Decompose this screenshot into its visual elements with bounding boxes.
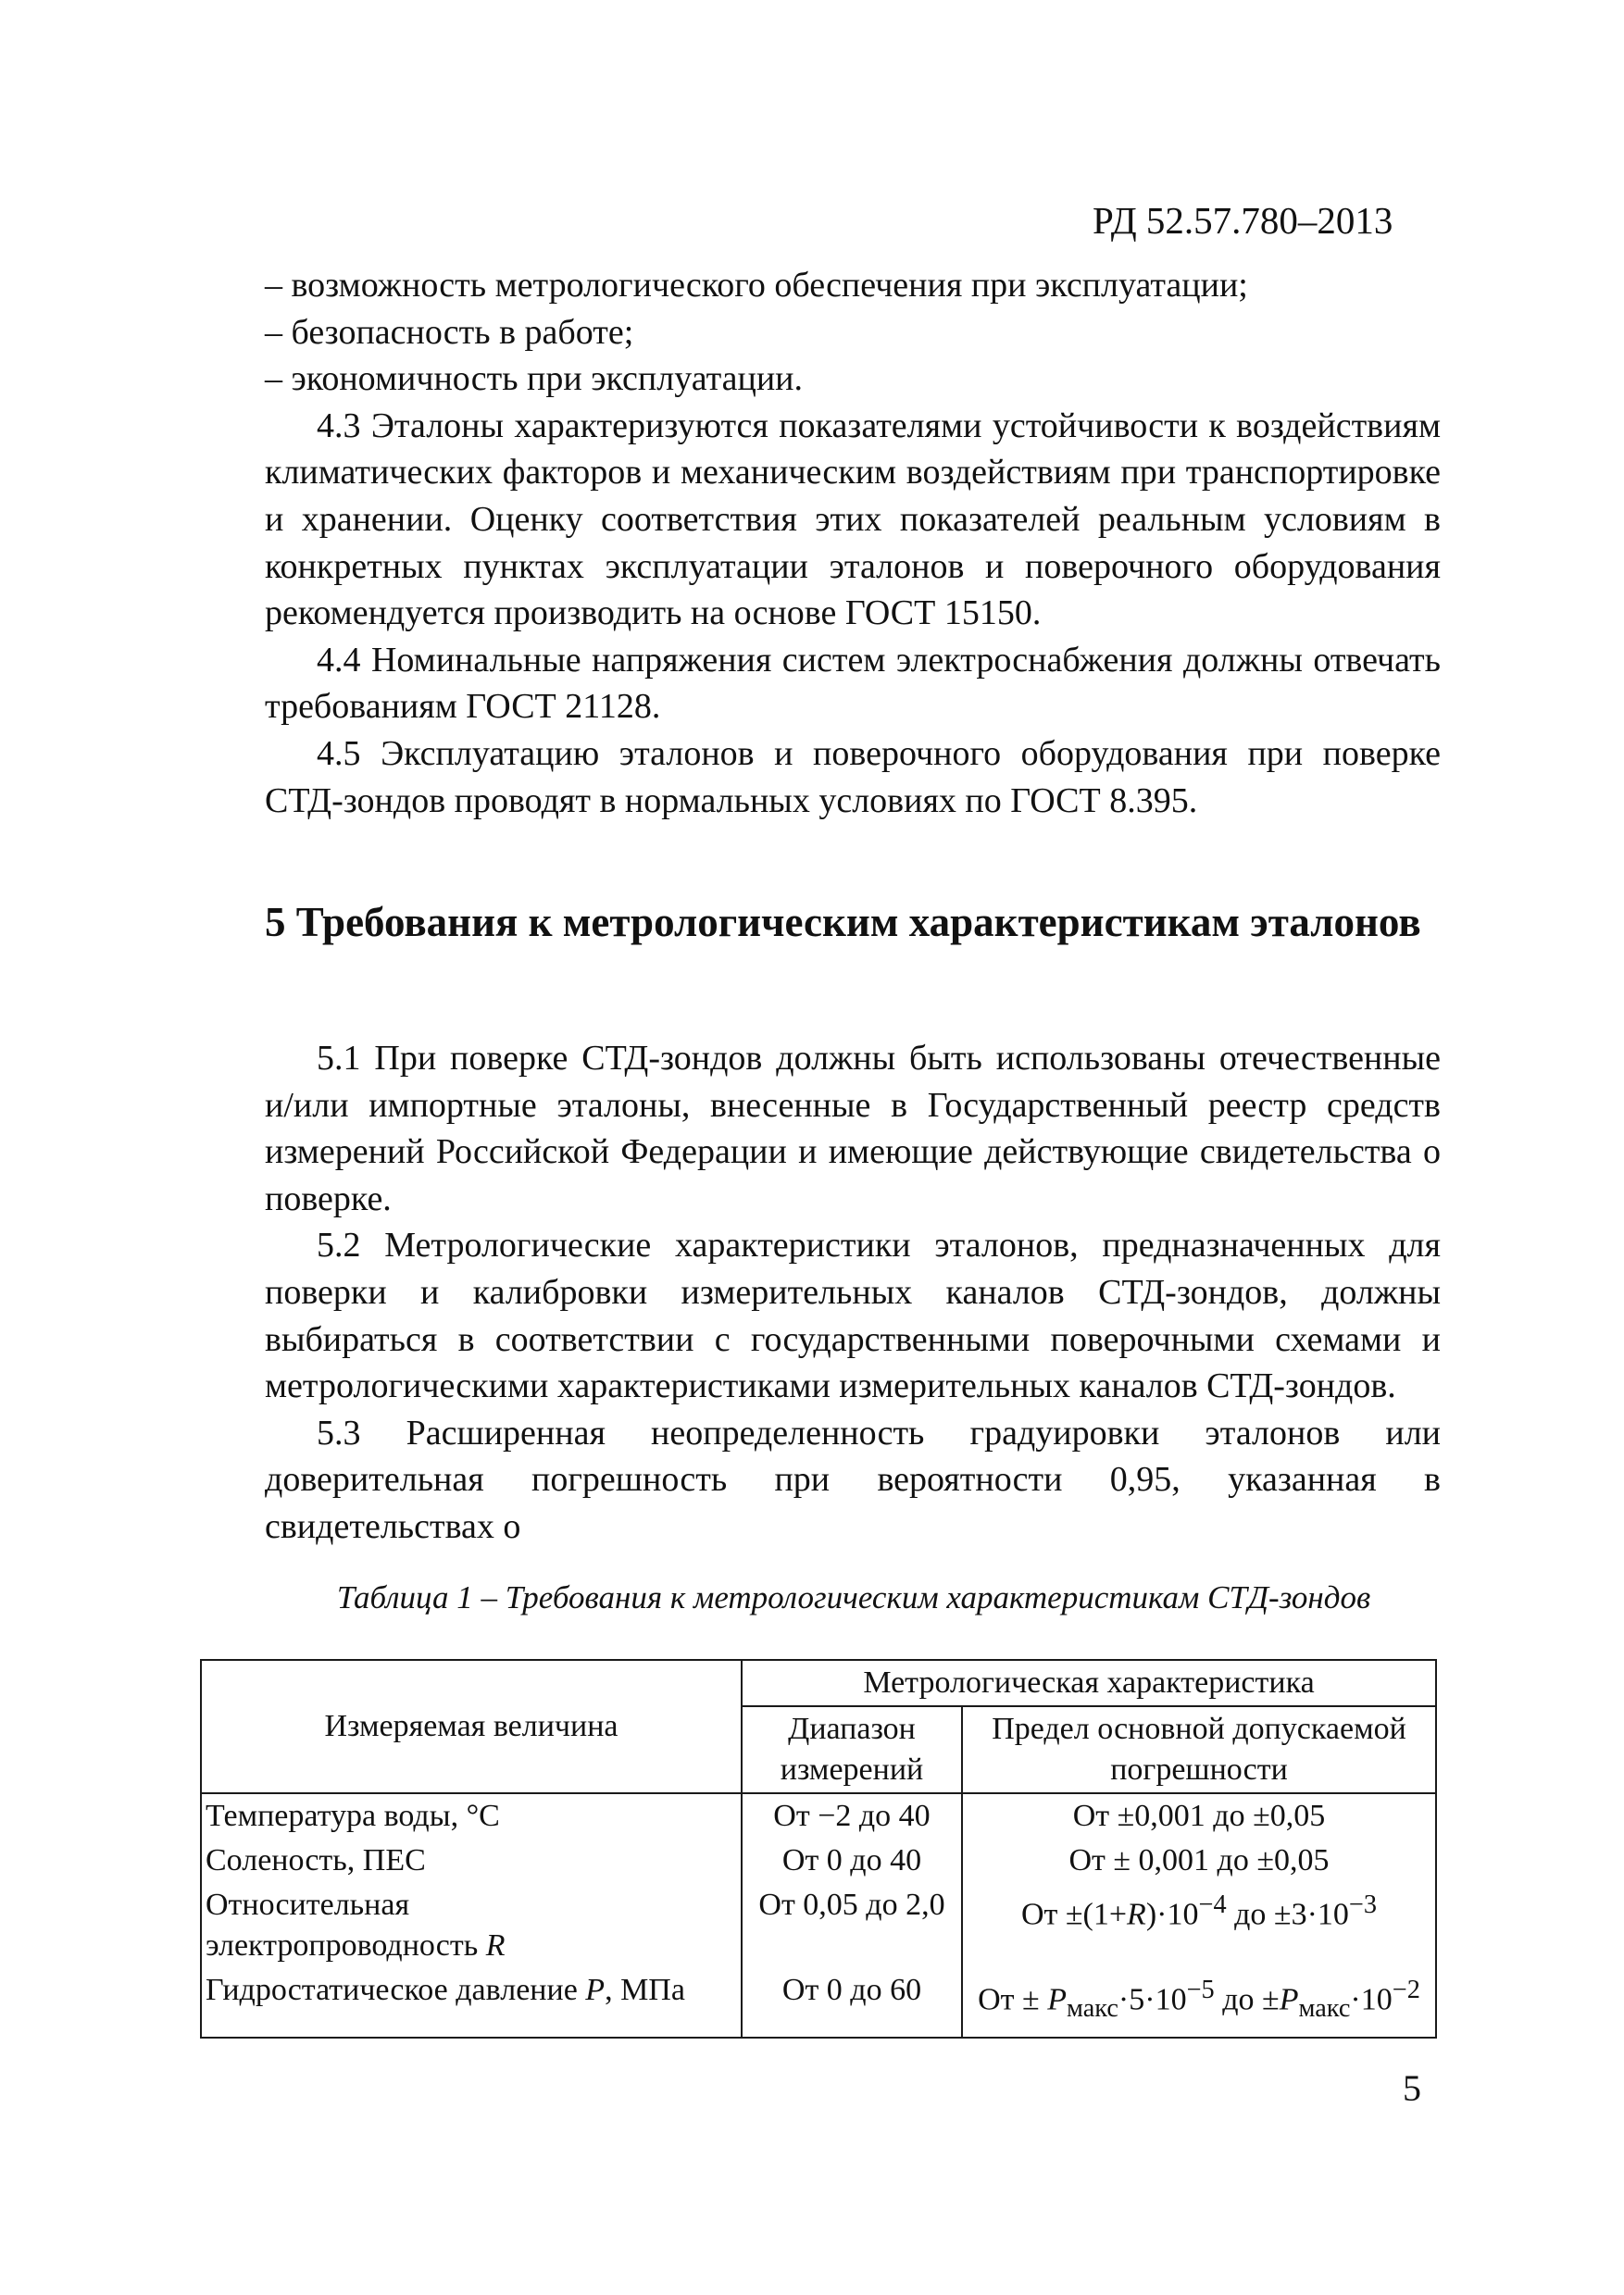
quantity-line: электропроводность xyxy=(206,1928,486,1963)
quantity-text: Гидростатическое давление xyxy=(206,1973,586,2007)
paragraph-5-1: 5.1 При поверке СТД-зондов должны быть использованы отечественные и/или импортные эталоны, внесенные в Государственный реестр средств измерений Российской Федерации и имеющие действующие свидетельства о поверке. xyxy=(265,1039,1441,1218)
header-range: Диапазон измерений xyxy=(742,1706,962,1793)
cell-quantity xyxy=(201,1883,742,1968)
error-exponent: −4 xyxy=(1198,1890,1227,1919)
error-exponent: −5 xyxy=(1186,1976,1215,2004)
document-code: РД 52.57.780–2013 xyxy=(1093,199,1393,242)
header-metrological-characteristic: Метрологическая характеристика xyxy=(742,1660,1436,1706)
cell-range: От 0 до 60 xyxy=(742,1968,962,2038)
error-variable: P xyxy=(1047,1982,1067,2017)
paragraph-5-2: 5.2 Метрологические характеристики эталонов, предназначенных для поверки и калибровки измерительных каналов СТД-зондов, должны выбираться в соответствии с государственными поверочными схемами и метрологическими характеристиками измерительных каналов СТД-зондов. xyxy=(265,1226,1441,1406)
cell-range: От 0,05 до 2,0 xyxy=(742,1883,962,1968)
error-exponent: −3 xyxy=(1348,1890,1378,1919)
error-subscript: макс xyxy=(1298,1994,1351,2024)
table-caption: Таблица 1 – Требования к метрологическим характеристикам СТД-зондов xyxy=(336,1579,1371,1615)
section-5-text-block xyxy=(265,1035,1441,1551)
variable-r: R xyxy=(485,1928,506,1963)
cell-error: От ± 0,001 до ±0,05 xyxy=(962,1839,1436,1883)
cell-error: От ±0,001 до ±0,05 xyxy=(962,1793,1436,1839)
cell-range: От −2 до 40 xyxy=(742,1793,962,1839)
cell-error xyxy=(962,1883,1436,1968)
bullet-item: – возможность метрологического обеспечения при эксплуатации; xyxy=(265,266,1248,305)
error-text: От ± xyxy=(978,1982,1048,2017)
cell-quantity: Температура воды, °С xyxy=(201,1793,742,1839)
table-row xyxy=(201,1968,1436,2038)
paragraph-4-4: 4.4 Номинальные напряжения систем электроснабжения должны отвечать требованиям ГОСТ 21128. xyxy=(265,640,1441,727)
error-variable: P xyxy=(1279,1982,1299,2017)
paragraph-4-5: 4.5 Эксплуатацию эталонов и поверочного оборудования при поверке СТД-зондов проводят в нормальных условиях по ГОСТ 8.395. xyxy=(265,733,1441,820)
paragraph-5-3: 5.3 Расширенная неопределенность градуировки эталонов или доверительная погрешность при вероятности 0,95, указанная в свидетельствах о xyxy=(265,1413,1441,1546)
page-number: 5 xyxy=(1403,2067,1421,2109)
error-text: до ± xyxy=(1214,1982,1280,2017)
table-row xyxy=(201,1883,1436,1968)
cell-quantity: Соленость, ПЕС xyxy=(201,1839,742,1883)
cell-quantity xyxy=(201,1968,742,2038)
quantity-line: Относительная xyxy=(206,1888,410,1922)
intro-text-block xyxy=(265,262,1441,824)
quantity-unit: , МПа xyxy=(605,1973,685,2007)
error-text: до ±3·10 xyxy=(1226,1897,1349,1932)
error-text: От ±(1+ xyxy=(1020,1897,1128,1932)
bullet-item: – экономичность при эксплуатации. xyxy=(265,359,804,399)
bullet-item: – безопасность в работе; xyxy=(265,312,634,352)
error-variable: R xyxy=(1127,1897,1146,1932)
error-exponent: −2 xyxy=(1392,1976,1420,2004)
error-subscript: макс xyxy=(1066,1994,1118,2024)
table-header-row xyxy=(201,1660,1436,1706)
paragraph-4-3: 4.3 Эталоны характеризуются показателями устойчивости к воздействиям климатических факторов и механическим воздействиям при транспортировке и хранении. Оценку соответствия этих показателей реальным условиям в конкретных пунктах эксплуатации эталонов и поверочного оборудования рекомендуется производить на основе ГОСТ 15150. xyxy=(265,405,1441,633)
variable-p: P xyxy=(585,1973,606,2007)
section-5-heading: 5 Требования к метрологическим характеристикам эталонов xyxy=(265,899,1421,945)
table-row xyxy=(201,1839,1436,1883)
header-error: Предел основной допускаемой погрешности xyxy=(962,1706,1436,1793)
requirements-table xyxy=(200,1659,1437,2039)
header-quantity: Измеряемая величина xyxy=(201,1660,742,1793)
cell-range: От 0 до 40 xyxy=(742,1839,962,1883)
table-row xyxy=(201,1793,1436,1839)
error-text: ·5·10 xyxy=(1118,1982,1187,2017)
error-text: )·10 xyxy=(1145,1897,1199,1932)
cell-error xyxy=(962,1968,1436,2038)
error-text: ·10 xyxy=(1350,1982,1393,2017)
